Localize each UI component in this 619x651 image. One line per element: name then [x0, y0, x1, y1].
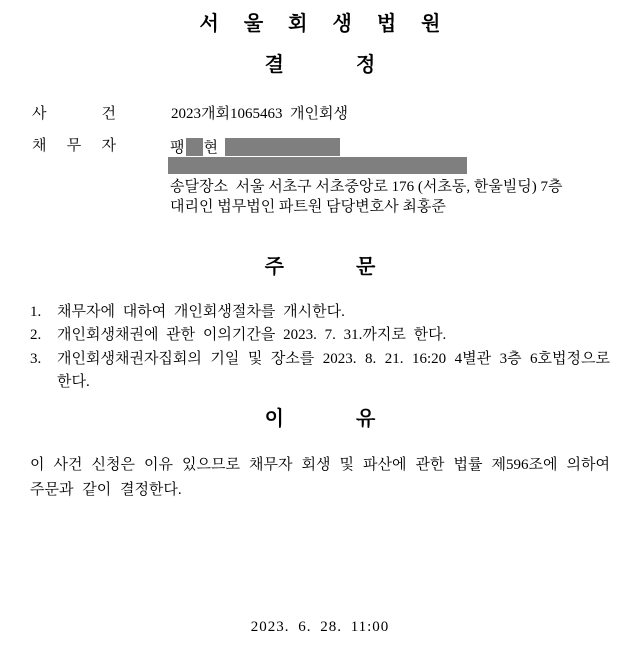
service-address-line: 송달장소 서울 서초구 서초중앙로 176 (서초동, 한울빌딩) 7층: [170, 179, 563, 195]
court-name-char: 생: [332, 13, 352, 35]
order-section-header: [30, 257, 610, 278]
debtor-name-first-char: 팽: [170, 140, 185, 156]
order-item-3: [30, 348, 610, 395]
reason-header-char: 이: [264, 408, 284, 430]
debtor-label-char: 무: [66, 138, 82, 154]
court-name-char: 서: [199, 13, 219, 35]
reason-header-char: 유: [356, 408, 376, 430]
decision-datetime: 2023. 6. 28. 11:00: [250, 619, 390, 635]
reason-paragraph: 이 사건 신청은 이유 있으므로 채무자 회생 및 파산에 관한 법률 제596조에 의하여 주문과 같이 결정한다.: [30, 457, 610, 498]
redaction-block-small: [186, 138, 203, 156]
court-name-char: 울: [243, 13, 264, 35]
redaction-block-long: [168, 157, 467, 174]
order-item-1: [30, 301, 610, 324]
case-label: [32, 106, 116, 123]
order-header-char: 주: [264, 256, 284, 278]
debtor-name: [170, 137, 340, 156]
decision-title: [30, 55, 610, 76]
order-list: [30, 301, 610, 395]
decision-title-char: 정: [356, 54, 376, 76]
order-item-text: 개인회생채권자집회의 기일 및 장소를 2023. 8. 21. 16:20 4별관 3층 6호법정으로 한다.: [57, 350, 610, 391]
court-name-title: [30, 14, 610, 34]
debtor-name-last-char: 현: [203, 140, 218, 156]
order-item-number: 2.: [30, 327, 42, 344]
court-name-char: 회: [288, 13, 308, 35]
case-label-char: 건: [101, 106, 116, 122]
redaction-block-medium: [225, 138, 340, 156]
order-item-text: 개인회생채권에 관한 이의기간을 2023. 7. 31.까지로 한다.: [57, 327, 447, 344]
order-header-char: 문: [356, 256, 376, 278]
case-number-value: 2023개회1065463 개인회생: [171, 106, 348, 122]
order-item-2: [30, 324, 610, 347]
decision-title-char: 결: [264, 54, 284, 76]
case-label-char: 사: [32, 106, 47, 122]
debtor-label-char: 채: [32, 138, 47, 154]
order-item-number: 1.: [30, 304, 42, 320]
debtor-label-char: 자: [101, 138, 116, 154]
court-name-char: 법: [376, 13, 397, 35]
order-item-text: 채무자에 대하여 개인회생절차를 개시한다.: [57, 304, 345, 320]
reason-section-header: [30, 409, 610, 430]
court-name-char: 원: [421, 13, 441, 35]
order-item-number: 3.: [30, 350, 42, 367]
debtor-label: [32, 138, 116, 155]
attorney-line: 대리인 법무법인 파트원 담당변호사 최홍준: [170, 199, 446, 215]
